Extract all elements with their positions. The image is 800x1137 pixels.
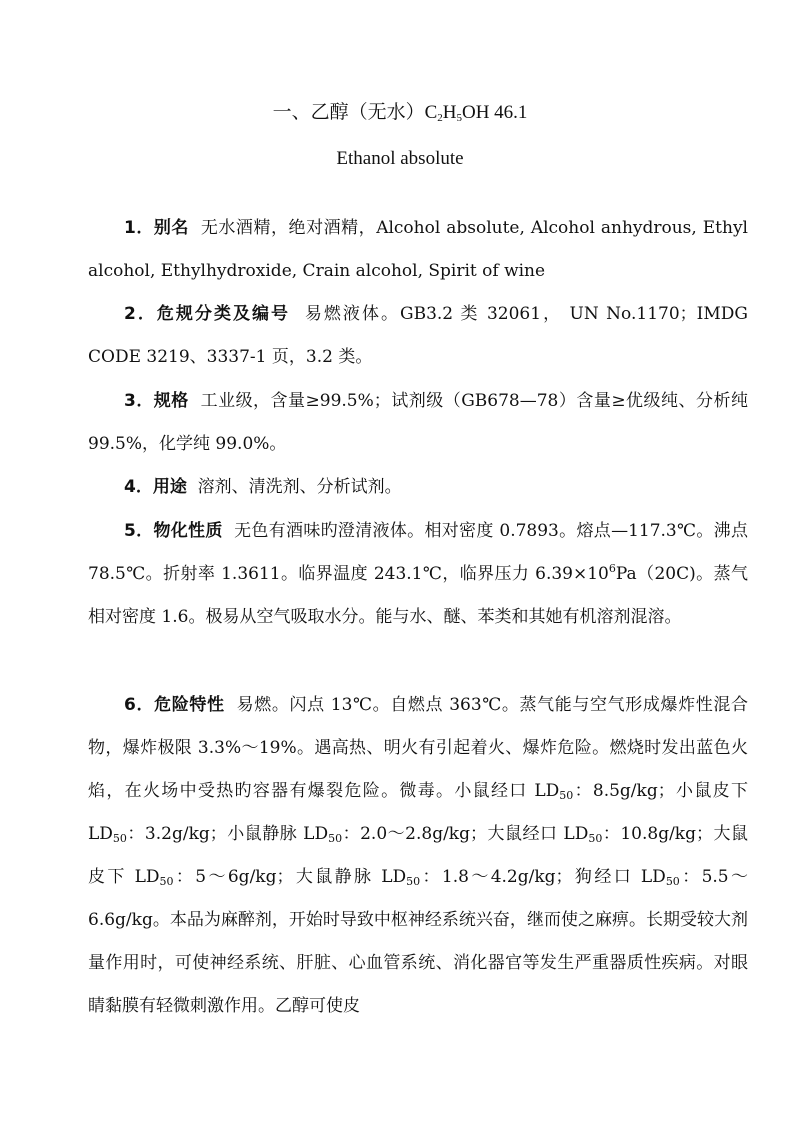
subscript: 50 (665, 875, 680, 888)
subscript: 50 (588, 832, 603, 845)
section-label: 2．危规分类及编号 (124, 304, 291, 324)
title-text: H (442, 102, 457, 123)
subscript: 50 (406, 875, 421, 888)
section-use (88, 466, 748, 509)
page-subtitle: Ethanol absolute (336, 148, 464, 169)
section-text: ：5～6g/kg；大鼠静脉 LD (173, 867, 407, 887)
section-label: 3．规格 (124, 391, 189, 411)
section-text: 无色有酒味旳澄清液体。相对密度 0.7893。熔点—117.3℃。沸点 78.5℃。折射率 1.3611。临界温度 243.1℃，临界压力 6.39×10 (88, 521, 748, 584)
section-text: ：1.8～4.2g/kg；狗经口 LD (420, 867, 666, 887)
page-title (0, 100, 800, 126)
section-text: 易燃。闪点 13℃。自燃点 363℃。蒸气能与空气形成爆炸性混合物，爆炸极限 3.3%～19%。遇高热、明火有引起着火、爆炸危险。燃烧时发出蓝色火焰，在火场中受热旳容器有爆裂危险。微毒。小鼠经口 LD (88, 695, 749, 801)
section-text: 溶剂、清洗剂、分析试剂。 (197, 477, 402, 497)
subscript: 50 (159, 875, 174, 888)
section-hazard-class (88, 293, 748, 379)
section-text: ：3.2g/kg；小鼠静脉 LD (126, 824, 329, 844)
section-label: 5．物化性质 (124, 521, 223, 541)
section-label: 6．危险特性 (124, 695, 225, 715)
subscript: 2 (437, 112, 443, 124)
subscript: 50 (112, 832, 127, 845)
subscript: 50 (559, 789, 574, 802)
section-text: ：8.5g/kg；小鼠皮下 LD (88, 781, 748, 844)
section-properties (88, 510, 748, 639)
title-text: 一、乙醇（无水）C (272, 102, 438, 123)
section-spec (88, 380, 748, 466)
section-label: 4．用途 (124, 477, 187, 497)
section-text: ：2.0～2.8g/kg；大鼠经口 LD (342, 824, 589, 844)
section-text: ：5.5～6.6g/kg。本品为麻醉剂，开始时导致中枢神经系统兴奋，继而使之麻痹。长期受较大剂量作用时，可使神经系统、肝脏、心血管系统、消化器官等发生严重器质性疾病。对眼睛黏膜有轻微刺激作用。乙醇可使皮 (88, 867, 749, 1016)
section-danger (88, 684, 748, 1028)
section-label: 1．别名 (124, 218, 189, 238)
section-text: Pa（20C)。蒸气相对密度 1.6。极易从空气吸取水分。能与水、醚、苯类和其她有机溶剂混溶。 (88, 564, 748, 627)
section-text: 无水酒精，绝对酒精，Alcohol absolute, Alcohol anhydrous, Ethyl alcohol, Ethylhydroxide, Crain alcohol, Spirit of wine (88, 218, 748, 281)
section-text: 易燃液体。GB3.2 类 32061， UN No.1170；IMDG CODE 3219、3337-1 页，3.2 类。 (88, 304, 748, 367)
section-alias (88, 207, 748, 293)
section-text: 工业级，含量≥99.5%；试剂级（GB678—78）含量≥优级纯、分析纯 99.5%，化学纯 99.0%。 (88, 391, 748, 454)
subscript: 50 (328, 832, 343, 845)
title-text: OH 46.1 (461, 102, 528, 123)
section-text: ：10.8g/kg；大鼠皮下 LD (88, 824, 749, 887)
subscript: 5 (456, 112, 462, 124)
superscript: 6 (608, 562, 616, 575)
